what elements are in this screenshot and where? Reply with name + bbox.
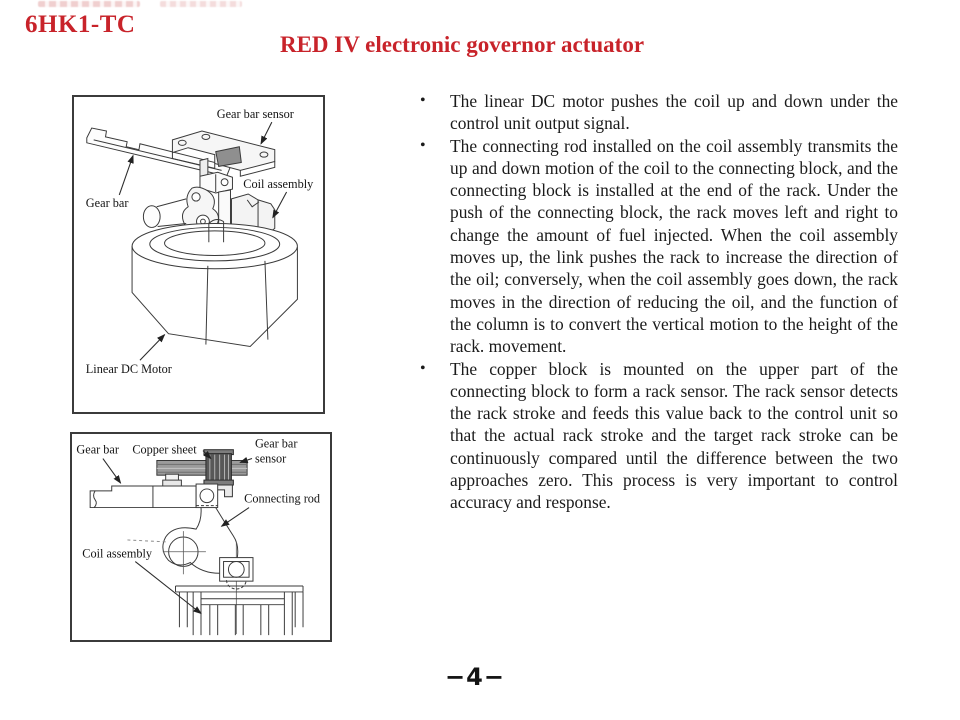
rack-sensor-block-drawing — [220, 542, 253, 634]
engine-model-heading: 6HK1-TC — [25, 11, 136, 38]
page-title: RED IV electronic governor actuator — [279, 32, 645, 57]
scan-artifact — [38, 1, 140, 7]
bullet-marker: • — [420, 359, 426, 377]
linear-dc-motor-drawing — [132, 219, 297, 346]
scan-artifact — [160, 1, 242, 7]
figure-actuator-isometric — [72, 95, 325, 414]
bullet-item — [420, 135, 898, 358]
bullet-text-3: The copper block is mounted on the upper part of the connecting block to form a rack sensor. The rack sensor detects the rack stroke and feeds this value back to the control unit so that the actual rack stroke and the target rack stroke can be continuously compared until the difference between the two approaches zero. This process is very important to control accuracy and response. — [450, 358, 898, 513]
bullet-text-1: The linear DC motor pushes the coil up and down under the control unit output signal. — [450, 91, 898, 134]
label-coil-assembly: Coil assembly — [243, 177, 314, 192]
label-connecting-rod: Connecting rod — [244, 491, 321, 506]
bullet-text-2: The connecting rod installed on the coil assembly transmits the up and down motion of the coil to the connecting block, and the connecting block is installed at the end of the rack. Under the push of the connecting block, the rack moves left and right to change the amount of fuel injected. When the coil assembly moves up, the link pushes the rack to increase the direction of the oil; conversely, when the coil assembly goes down, the rack moves in the direction of reducing the oil, and the function of the column is to convert the vertical motion to the height of the rack. movement. — [450, 135, 898, 357]
bullet-item — [420, 358, 898, 514]
label-gear-bar: Gear bar — [85, 195, 129, 210]
bullet-marker: • — [420, 136, 426, 154]
label-gear-bar-sensor: Gear bar sensor — [216, 107, 294, 122]
label-coil-assembly-2: Coil assembly — [82, 546, 153, 561]
body-text-column — [420, 90, 898, 514]
figure-actuator-section-svg — [72, 434, 330, 640]
label-gear-bar-sensor-line1: Gear bar — [254, 436, 298, 451]
label-gear-bar-sensor-line2: sensor — [254, 451, 287, 466]
label-copper-sheet: Copper sheet — [132, 442, 197, 457]
bullet-marker: • — [420, 92, 426, 109]
sensor-strip-drawing — [157, 460, 247, 475]
label-linear-dc-motor: Linear DC Motor — [85, 362, 172, 377]
label-gear-bar-2: Gear bar — [76, 442, 119, 457]
page-number: −4− — [445, 663, 505, 691]
figure-actuator-section — [70, 432, 332, 642]
gear-bar-side-drawing — [90, 474, 196, 507]
figure-actuator-isometric-svg — [74, 97, 323, 412]
coil-assembly-bottom-drawing — [175, 586, 303, 635]
bullet-item — [420, 90, 898, 135]
